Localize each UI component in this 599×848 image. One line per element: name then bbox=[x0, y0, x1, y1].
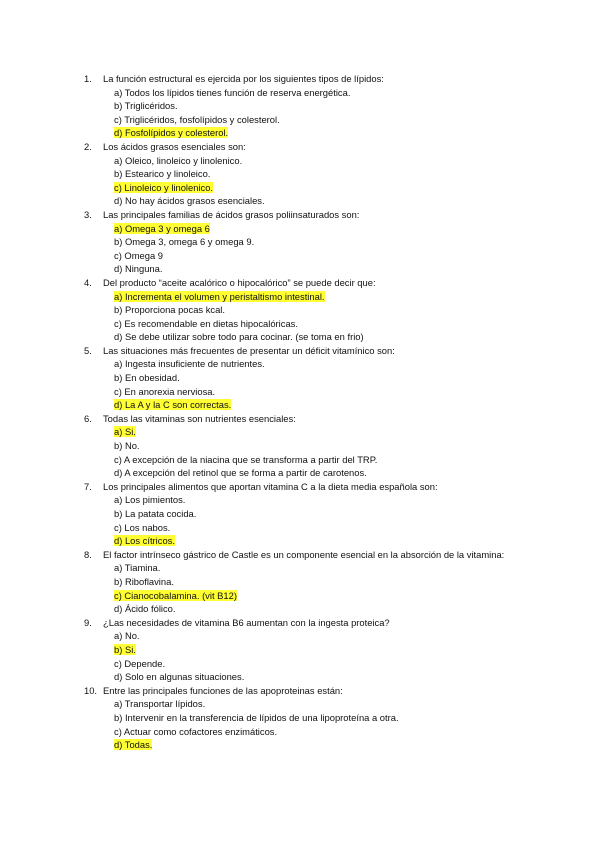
question-text: El factor intrínseco gástrico de Castle es un componente esencial en la absorción de la vitamina: bbox=[103, 548, 505, 560]
answer-option bbox=[114, 167, 514, 181]
option-text: a) Omega 3 y omega 6 bbox=[114, 222, 210, 234]
option-list bbox=[114, 493, 514, 547]
option-text: c) En anorexia nerviosa. bbox=[114, 385, 216, 397]
question-row bbox=[84, 276, 514, 290]
option-text: c) Omega 9 bbox=[114, 249, 163, 261]
question-row bbox=[84, 72, 514, 86]
answer-option bbox=[114, 113, 514, 127]
answer-option bbox=[114, 99, 514, 113]
question-row bbox=[84, 208, 514, 222]
option-text: b) Proporciona pocas kcal. bbox=[114, 304, 225, 316]
question-number: 10. bbox=[84, 684, 98, 696]
question-row bbox=[84, 344, 514, 358]
answer-option bbox=[114, 303, 514, 317]
answer-option-highlighted bbox=[114, 222, 514, 236]
question-row bbox=[84, 480, 514, 494]
answer-option bbox=[114, 493, 514, 507]
question-row bbox=[84, 684, 514, 698]
answer-option bbox=[114, 371, 514, 385]
option-text: c) A excepción de la niacina que se transforma a partir del TRP. bbox=[114, 453, 378, 465]
answer-option bbox=[114, 629, 514, 643]
answer-option bbox=[114, 357, 514, 371]
option-list bbox=[114, 357, 514, 411]
option-list bbox=[114, 154, 514, 208]
option-text: d) A excepción del retinol que se forma a partir de carotenos. bbox=[114, 467, 367, 479]
question-number: 7. bbox=[84, 480, 92, 492]
answer-option bbox=[114, 453, 514, 467]
question-text: La función estructural es ejercida por los siguientes tipos de lípidos: bbox=[103, 73, 384, 84]
option-text: b) La patata cocida. bbox=[114, 508, 197, 519]
option-text: b) Estearico y linoleico. bbox=[114, 168, 211, 180]
option-text: d) Los cítricos. bbox=[114, 535, 175, 547]
answer-option bbox=[114, 711, 514, 725]
question-item bbox=[84, 72, 514, 140]
option-text: b) En obesidad. bbox=[114, 372, 180, 384]
option-text: c) Linoleico y linolenico. bbox=[114, 181, 214, 193]
answer-option-highlighted bbox=[114, 398, 514, 412]
answer-option bbox=[114, 439, 514, 453]
option-text: b) Riboflavina. bbox=[114, 575, 174, 587]
option-text: a) No. bbox=[114, 630, 140, 642]
option-text: c) Cianocobalamina. (vit B12) bbox=[114, 589, 237, 601]
question-text: Los principales alimentos que aportan vitamina C a la dieta media española son: bbox=[103, 480, 438, 492]
question-item bbox=[84, 616, 514, 684]
option-text: a) Ingesta insuficiente de nutrientes. bbox=[114, 358, 265, 370]
question-number: 8. bbox=[84, 548, 92, 560]
answer-option-highlighted bbox=[114, 738, 514, 752]
answer-option bbox=[114, 262, 514, 276]
question-number: 4. bbox=[84, 276, 92, 288]
option-text: a) Transportar lípidos. bbox=[114, 698, 206, 710]
question-number: 3. bbox=[84, 208, 92, 220]
option-text: a) Incrementa el volumen y peristaltismo intestinal. bbox=[114, 290, 325, 302]
question-item bbox=[84, 276, 514, 344]
answer-option bbox=[114, 385, 514, 399]
option-text: b) Si. bbox=[114, 643, 136, 655]
answer-option bbox=[114, 330, 514, 344]
option-text: c) Los nabos. bbox=[114, 521, 171, 533]
question-row bbox=[84, 412, 514, 426]
answer-option-highlighted bbox=[114, 181, 514, 195]
question-number: 9. bbox=[84, 616, 92, 628]
question-number: 2. bbox=[84, 140, 92, 152]
option-text: c) Depende. bbox=[114, 657, 166, 669]
question-item bbox=[84, 208, 514, 276]
question-text: ¿Las necesidades de vitamina B6 aumentan con la ingesta proteica? bbox=[103, 616, 390, 628]
option-text: a) Tiamina. bbox=[114, 562, 161, 574]
option-text: a) Oleico, linoleico y linolenico. bbox=[114, 154, 243, 166]
question-text: Todas las vitaminas son nutrientes esenciales: bbox=[103, 412, 296, 424]
answer-option bbox=[114, 235, 514, 249]
option-text: d) Ácido fólico. bbox=[114, 603, 176, 615]
question-text: Del producto “aceite acalórico o hipocalórico” se puede decir que: bbox=[103, 276, 376, 288]
answer-option bbox=[114, 575, 514, 589]
option-text: b) Triglicéridos. bbox=[114, 100, 178, 112]
answer-option bbox=[114, 507, 514, 521]
answer-option bbox=[114, 249, 514, 263]
answer-option bbox=[114, 194, 514, 208]
answer-option bbox=[114, 602, 514, 616]
question-item bbox=[84, 480, 514, 548]
answer-option-highlighted bbox=[114, 126, 514, 140]
question-text: Entre las principales funciones de las apoproteinas están: bbox=[103, 684, 343, 696]
answer-option bbox=[114, 466, 514, 480]
option-text: d) Todas. bbox=[114, 739, 153, 751]
question-number: 1. bbox=[84, 73, 92, 84]
option-list bbox=[114, 697, 514, 751]
question-text: Los ácidos grasos esenciales son: bbox=[103, 140, 246, 152]
question-row bbox=[84, 616, 514, 630]
question-row bbox=[84, 548, 514, 562]
question-number: 6. bbox=[84, 412, 92, 424]
option-text: a) Si. bbox=[114, 426, 136, 438]
question-item bbox=[84, 140, 514, 208]
option-text: d) La A y la C son correctas. bbox=[114, 399, 232, 411]
answer-option-highlighted bbox=[114, 643, 514, 657]
answer-option bbox=[114, 154, 514, 168]
option-text: c) Triglicéridos, fosfolípidos y colesterol. bbox=[114, 113, 280, 125]
answer-option bbox=[114, 657, 514, 671]
option-text: a) Los pimientos. bbox=[114, 494, 186, 506]
option-text: b) No. bbox=[114, 440, 140, 452]
option-text: a) Todos los lípidos tienes función de reserva energética. bbox=[114, 86, 351, 98]
question-item bbox=[84, 548, 514, 616]
option-list bbox=[114, 222, 514, 276]
option-list bbox=[114, 425, 514, 479]
question-item bbox=[84, 412, 514, 480]
answer-option bbox=[114, 317, 514, 331]
answer-option bbox=[114, 697, 514, 711]
option-text: d) Se debe utilizar sobre todo para cocinar. (se toma en frio) bbox=[114, 331, 364, 343]
answer-option bbox=[114, 670, 514, 684]
option-list bbox=[114, 561, 514, 615]
question-list bbox=[84, 72, 514, 752]
answer-option-highlighted bbox=[114, 534, 514, 548]
answer-option bbox=[114, 725, 514, 739]
option-text: c) Es recomendable en dietas hipocalóricas. bbox=[114, 317, 298, 329]
option-list bbox=[114, 290, 514, 344]
option-text: b) Intervenir en la transferencia de lípidos de una lipoproteína a otra. bbox=[114, 711, 399, 723]
question-item bbox=[84, 344, 514, 412]
option-text: d) Fosfolípidos y colesterol. bbox=[114, 127, 229, 139]
question-number: 5. bbox=[84, 344, 92, 356]
option-text: d) Solo en algunas situaciones. bbox=[114, 671, 245, 683]
option-list bbox=[114, 629, 514, 683]
answer-option-highlighted bbox=[114, 425, 514, 439]
option-text: d) No hay ácidos grasos esenciales. bbox=[114, 195, 265, 207]
question-row bbox=[84, 140, 514, 154]
answer-option-highlighted bbox=[114, 589, 514, 603]
answer-option bbox=[114, 86, 514, 100]
question-text: Las situaciones más frecuentes de presentar un déficit vitamínico son: bbox=[103, 344, 395, 356]
question-item bbox=[84, 684, 514, 752]
option-text: c) Actuar como cofactores enzimáticos. bbox=[114, 725, 278, 737]
answer-option bbox=[114, 561, 514, 575]
question-text: Las principales familias de ácidos grasos poliinsaturados son: bbox=[103, 208, 360, 220]
option-text: d) Ninguna. bbox=[114, 263, 163, 275]
option-text: b) Omega 3, omega 6 y omega 9. bbox=[114, 236, 255, 248]
answer-option bbox=[114, 521, 514, 535]
answer-option-highlighted bbox=[114, 290, 514, 304]
option-list bbox=[114, 86, 514, 140]
